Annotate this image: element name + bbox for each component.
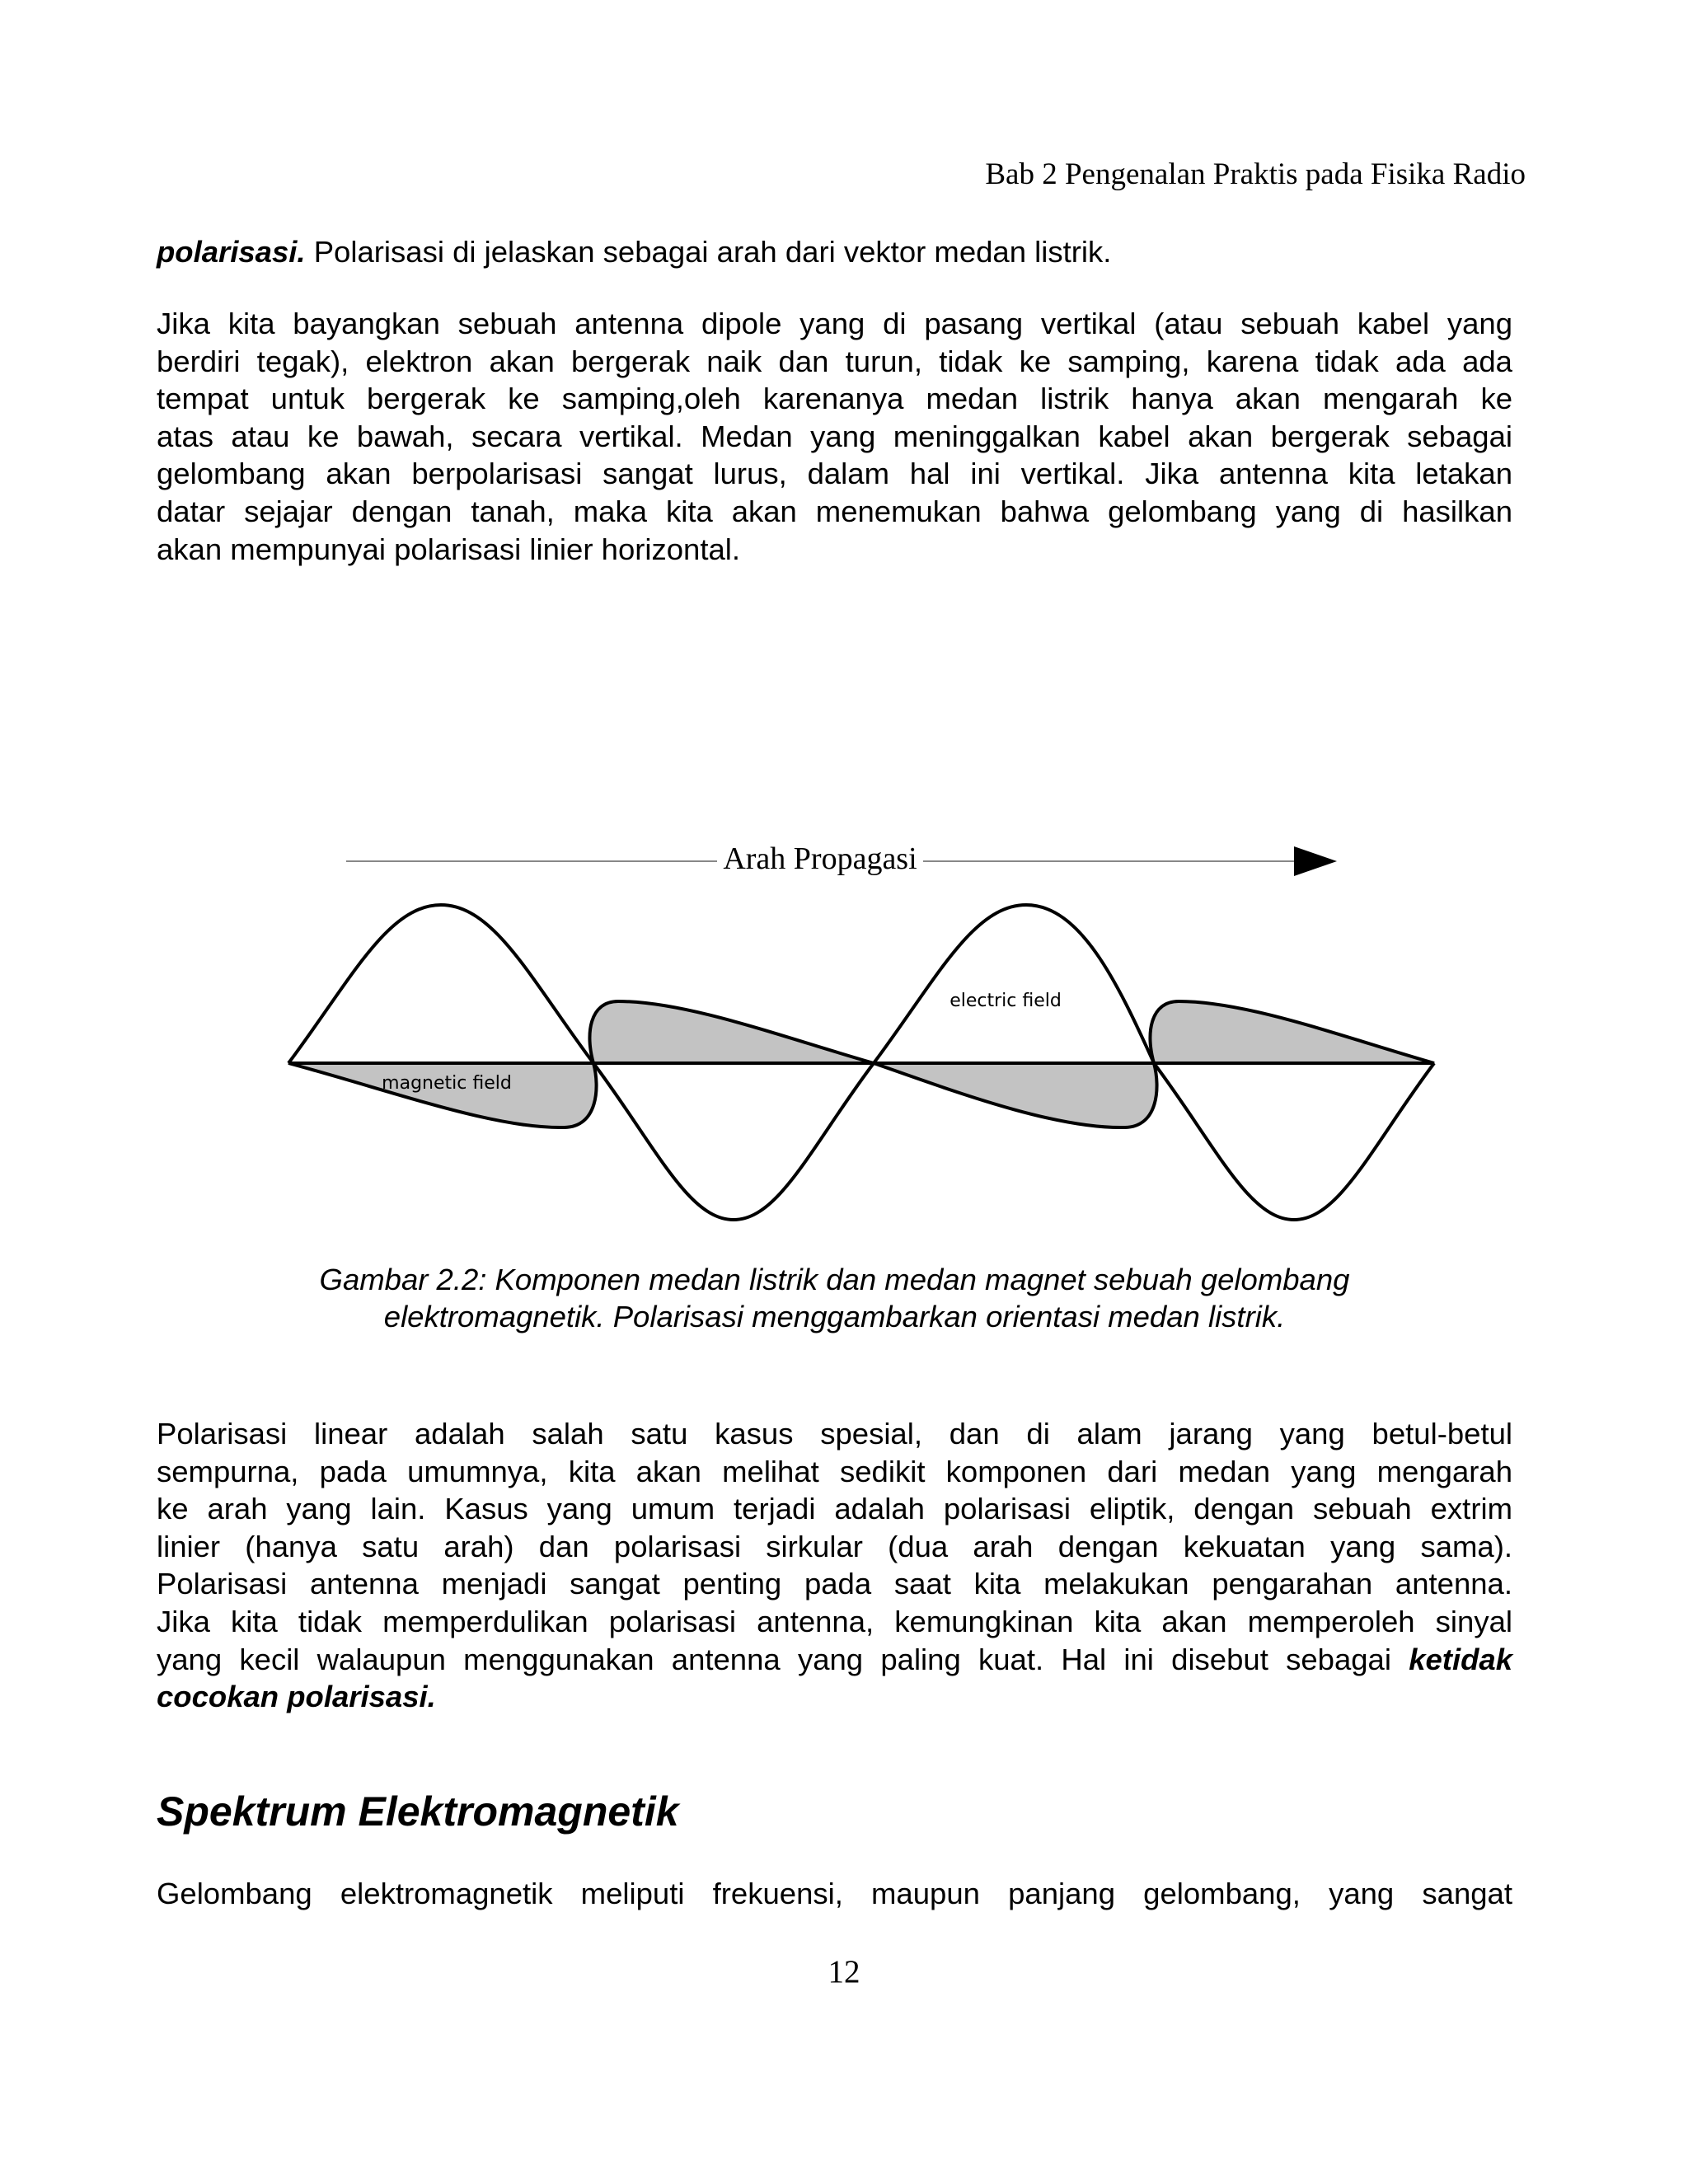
paragraph-line: linier (hanya satu arah) dan polarisasi sirkular (dua arah dengan kekuatan yang sama).: [157, 1529, 1512, 1563]
magnetic-field-lobe: [589, 1001, 874, 1063]
paragraph-line: Jika kita tidak memperdulikan polarisasi antenna, kemungkinan kita akan memperoleh sinyal: [157, 1604, 1512, 1638]
paragraph-line: ke arah yang lain. Kasus yang umum terjadi adalah polarisasi eliptik, dengan sebuah extrim: [157, 1492, 1512, 1526]
magnetic-field-lobe: [1150, 1001, 1434, 1063]
figure-caption: [157, 1261, 1512, 1335]
paragraph-line: datar sejajar dengan tanah, maka kita akan menemukan bahwa gelombang yang di hasilkan: [157, 494, 1512, 528]
magnetic-field-lobe: [874, 1063, 1157, 1127]
page-number: 12: [828, 1954, 860, 1990]
paragraph-line: akan mempunyai polarisasi linier horizontal.: [157, 532, 741, 566]
paragraph-dipole: [157, 305, 1512, 568]
paragraph-line: [157, 1678, 1512, 1716]
paragraph-line: [157, 233, 1512, 271]
caption-line: elektromagnetik. Polarisasi menggambarkan orientasi medan listrik.: [383, 1300, 1286, 1333]
paragraph-line: gelombang akan berpolarisasi sangat lurus, dalam hal ini vertikal. Jika antenna kita letakan: [157, 457, 1512, 491]
section-heading: Spektrum Elektromagnetik: [157, 1788, 679, 1835]
paragraph-line: Polarisasi antenna menjadi sangat penting pada saat kita melakukan pengarahan antenna.: [157, 1567, 1512, 1601]
paragraph-line: Gelombang elektromagnetik meliputi frekuensi, maupun panjang gelombang, yang sangat: [157, 1877, 1512, 1910]
paragraph-spectrum: [157, 1875, 1512, 1913]
paragraph-line: berdiri tegak), elektron akan bergerak naik dan turun, tidak ke samping, karena tidak ada ada: [157, 344, 1512, 378]
magnetic-field-label: magnetic field: [382, 1073, 512, 1094]
running-header: Bab 2 Pengenalan Praktis pada Fisika Radio: [985, 157, 1526, 191]
electric-field-label: electric field: [950, 991, 1062, 1011]
paragraph-line: [157, 1641, 1512, 1679]
paragraph-text: yang kecil walaupun menggunakan antenna yang paling kuat. Hal ini disebut sebagai: [157, 1642, 1409, 1676]
term-ketidak: ketidak: [1409, 1642, 1512, 1676]
paragraph-line: tempat untuk bergerak ke samping,oleh karenanya medan listrik hanya akan mengarah ke: [157, 382, 1512, 416]
paragraph-line: Jika kita bayangkan sebuah antenna dipole yang di pasang vertikal (atau sebuah kabel yang: [157, 307, 1512, 340]
em-wave-diagram: [272, 816, 1508, 1244]
paragraph-line: Polarisasi linear adalah salah satu kasus spesial, dan di alam jarang yang betul-betul: [157, 1417, 1512, 1451]
paragraph-linear-polarization: [157, 1415, 1512, 1716]
term-polarisasi: polarisasi.: [157, 235, 306, 269]
paragraph-line: sempurna, pada umumnya, kita akan melihat sedikit komponen dari medan yang mengarah: [157, 1454, 1512, 1488]
paragraph-line: atas atau ke bawah, secara vertikal. Medan yang meninggalkan kabel akan bergerak sebagai: [157, 419, 1512, 453]
propagation-label: Arah Propagasi: [723, 841, 917, 876]
caption-line: Gambar 2.2: Komponen medan listrik dan medan magnet sebuah gelombang: [319, 1263, 1350, 1296]
em-wave-figure: [272, 816, 1508, 1244]
term-cocokan-polarisasi: cocokan polarisasi.: [157, 1680, 436, 1714]
paragraph-text: Polarisasi di jelaskan sebagai arah dari vektor medan listrik.: [305, 235, 1112, 269]
paragraph-intro: [157, 233, 1512, 271]
arrow-head-icon: [1294, 846, 1337, 876]
